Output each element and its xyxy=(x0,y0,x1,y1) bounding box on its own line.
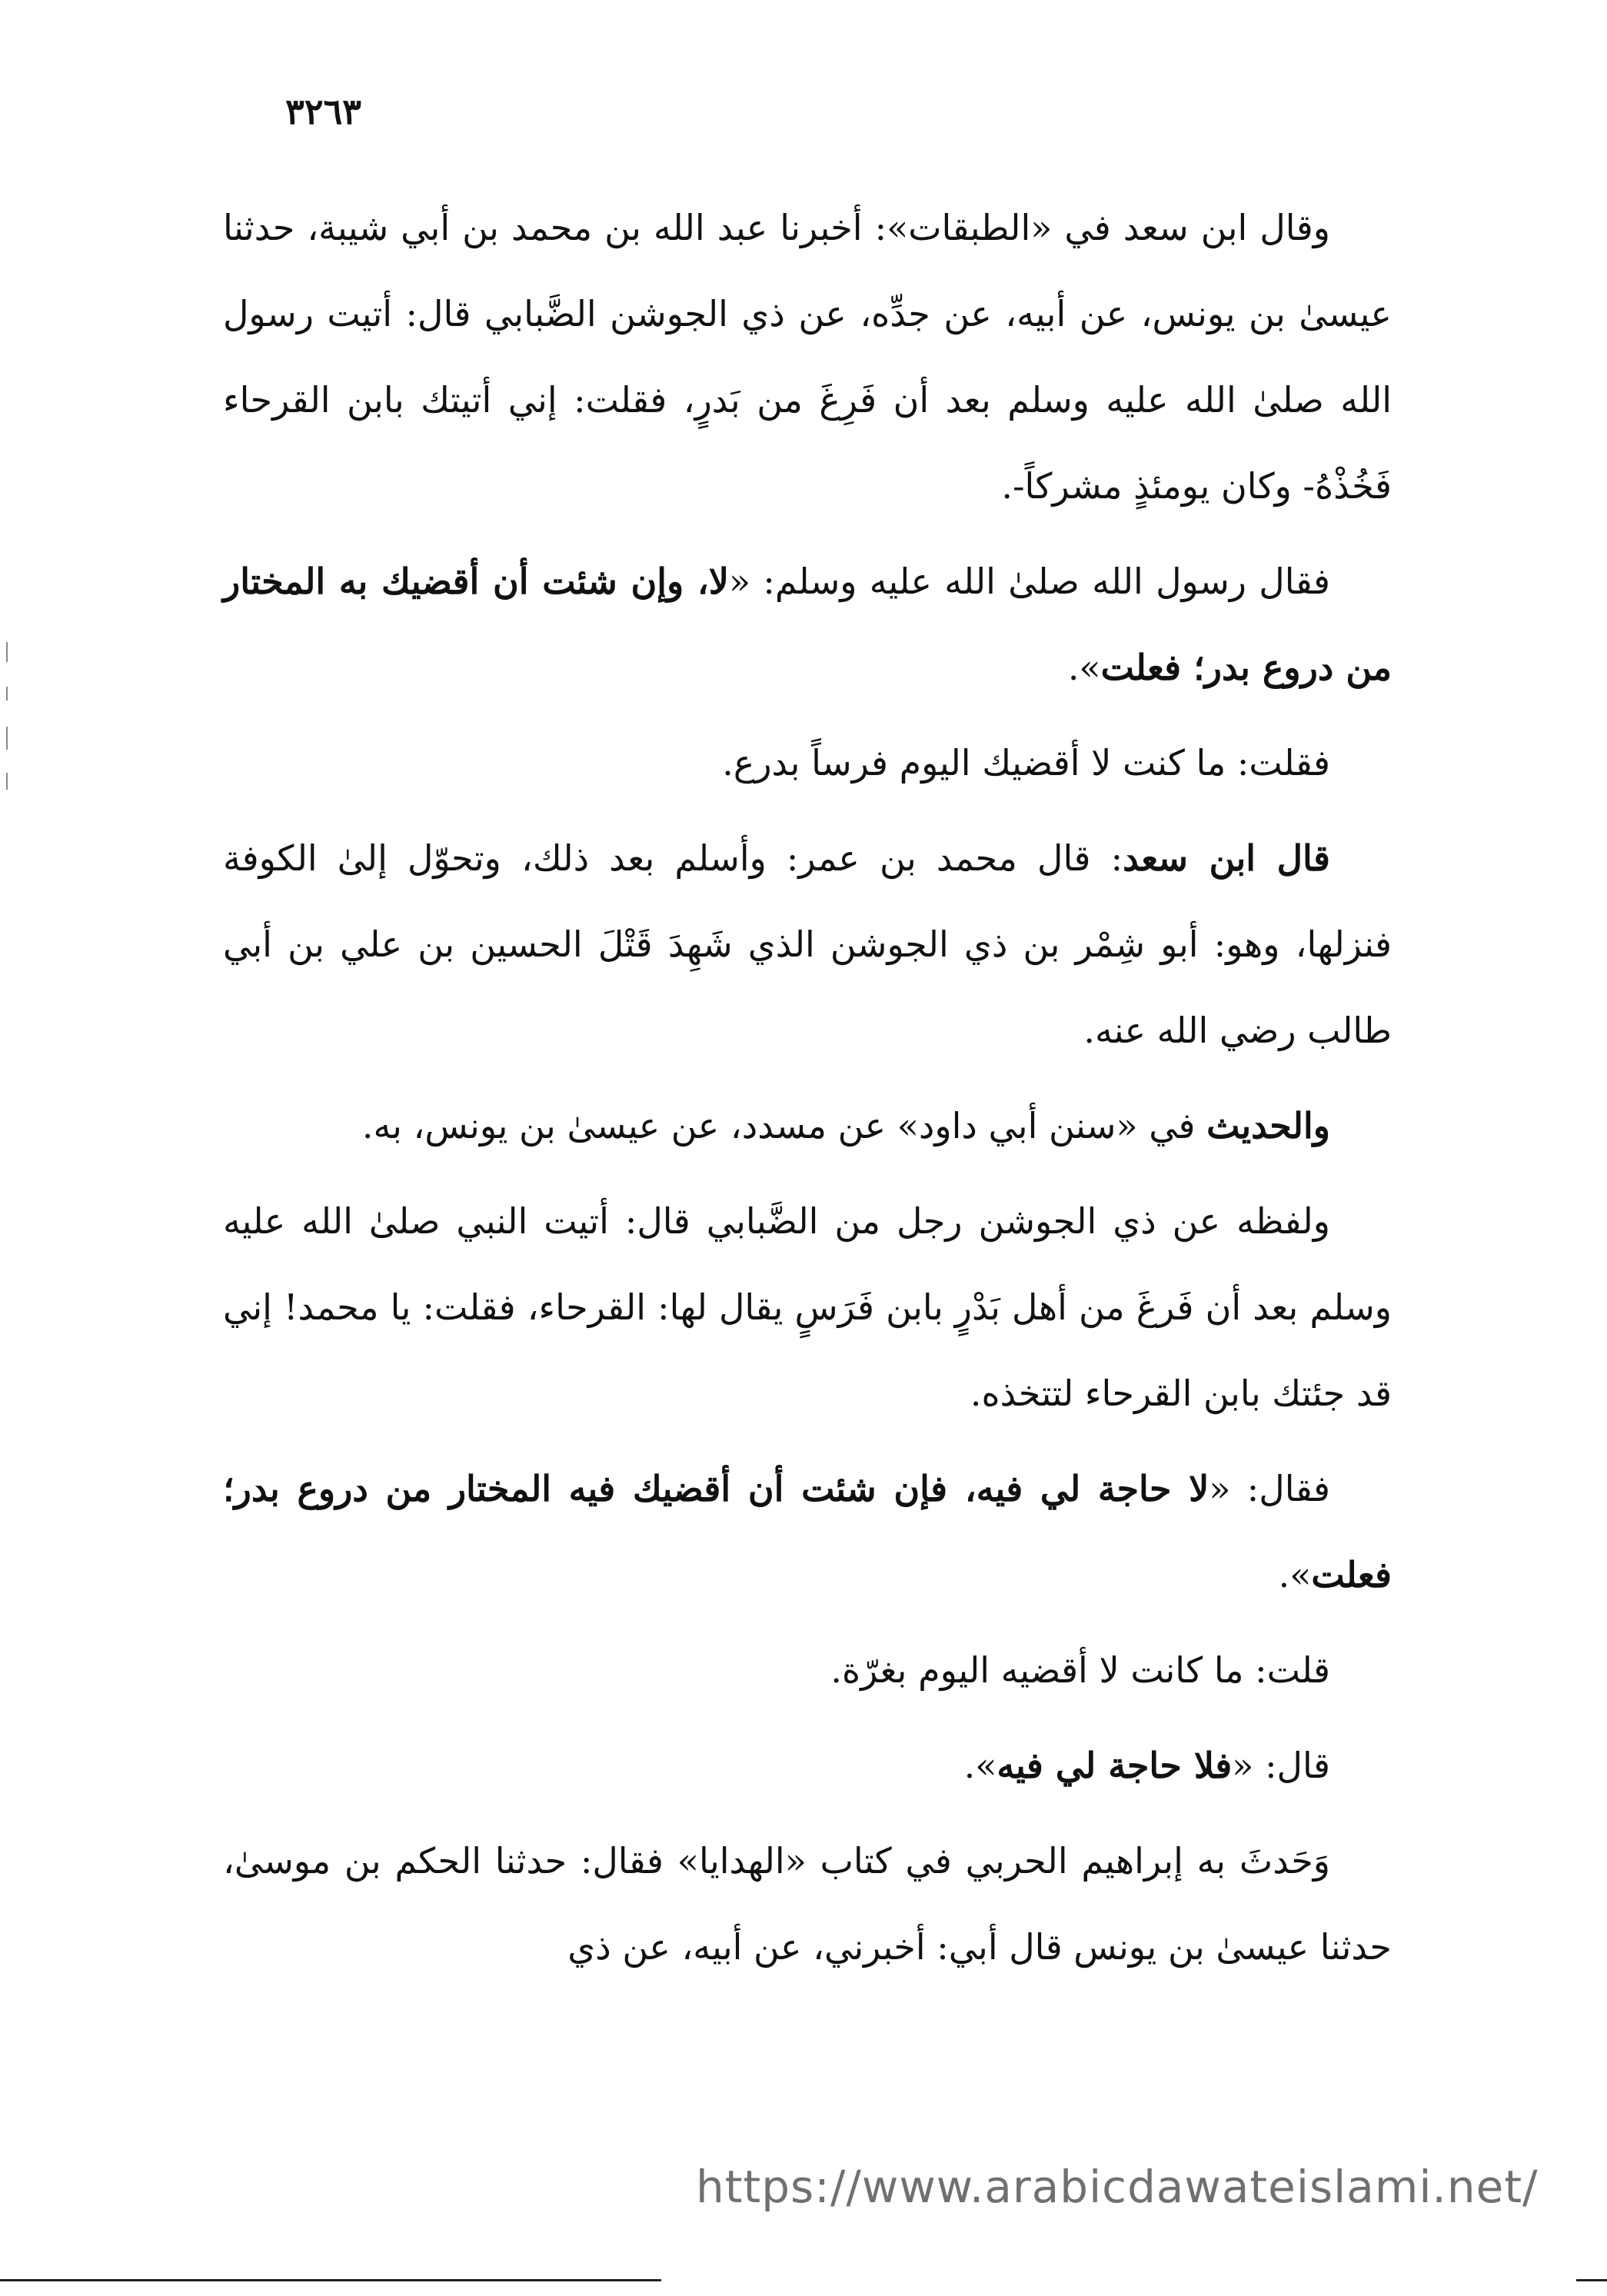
watermark-url: https://www.arabicdawateislami.net/ xyxy=(696,2161,1539,2213)
bold-text-segment: فلا حاجة لي فيه xyxy=(996,1745,1233,1786)
paragraph xyxy=(223,1446,1392,1618)
paragraph xyxy=(223,185,1392,529)
text-segment: فقال: « xyxy=(1209,1468,1330,1509)
paragraph xyxy=(223,1178,1392,1436)
paragraph xyxy=(223,1722,1392,1809)
paragraph xyxy=(223,1818,1392,1990)
text-segment: ». xyxy=(963,1745,997,1786)
scan-mark xyxy=(6,687,8,700)
paragraph xyxy=(223,720,1392,806)
text-segment: وقال ابن سعد في «الطبقات»: أخبرنا عبد الله بن محمد بن أبي شيبة، حدثنا عيسىٰ بن يونس، عن أبيه، عن جدِّه، عن ذي الجوشن الضَّبابي قال: أتيت رسول الله صلىٰ الله عليه وسلم بعد أن فَرِغَ من بَدرٍ، فقلت: إني أتيتك بابن القرحاء فَخُذْهُ- وكان يومئذٍ مشركاً-. xyxy=(223,207,1392,507)
text-segment: وَحَدثَ به إبراهيم الحربي في كتاب «الهدايا» فقال: حدثنا الحكم بن موسىٰ، حدثنا عيسىٰ بن يونس قال أبي: أخبرني، عن أبيه، عن ذي xyxy=(223,1840,1392,1968)
bold-text-segment: قال ابن سعد xyxy=(1123,837,1330,879)
bold-text-segment: والحديث xyxy=(1206,1105,1330,1146)
bold-text-segment: لا، وإن شئت أن أقضيك به المختار من دروع بدر؛ فعلت xyxy=(223,561,1392,688)
text-segment: قلت: ما كانت لا أقضيه اليوم بغرّة. xyxy=(830,1649,1330,1691)
scan-mark xyxy=(6,642,8,662)
paragraph xyxy=(223,1083,1392,1169)
text-segment: فقال رسول الله صلىٰ الله عليه وسلم: « xyxy=(728,561,1330,602)
text-segment: ولفظه عن ذي الجوشن رجل من الضَّبابي قال: أتيت النبي صلىٰ الله عليه وسلم بعد أن فَرغَ من أهل بَدْرٍ بابن فَرَسٍ يقال لها: القرحاء، فقلت: يا محمد! إني قد جئتك بابن القرحاء لتتخذه. xyxy=(223,1200,1392,1414)
text-segment: : قال محمد بن عمر: وأسلم بعد ذلك، وتحوّل إلىٰ الكوفة فنزلها، وهو: أبو شِمْر بن ذي الجوشن الذي شَهِدَ قَتْلَ الحسين بن علي بن أبي طالب رضي الله عنه. xyxy=(223,837,1392,1051)
scan-mark xyxy=(6,773,8,790)
paragraph xyxy=(223,1627,1392,1713)
text-segment: ». xyxy=(1278,1554,1312,1596)
margin-scan-marks xyxy=(6,642,9,804)
text-segment: في «سنن أبي داود» عن مسدد، عن عيسىٰ بن يونس، به. xyxy=(361,1105,1207,1146)
text-segment: قال: « xyxy=(1232,1745,1330,1786)
main-text xyxy=(223,185,1392,1999)
scan-mark xyxy=(6,727,8,750)
page-number: ٣٢٦٣ xyxy=(285,91,361,132)
text-segment: ». xyxy=(1067,647,1101,688)
text-segment: فقلت: ما كنت لا أقضيك اليوم فرساً بدرع. xyxy=(722,742,1330,784)
bottom-scan-rule xyxy=(0,2279,661,2281)
paragraph xyxy=(223,538,1392,710)
bottom-scan-rule-right xyxy=(1576,2279,1607,2281)
bold-text-segment: لا حاجة لي فيه، فإن شئت أن أقضيك فيه المختار من دروع بدر؛ فعلت xyxy=(223,1468,1392,1596)
paragraph xyxy=(223,815,1392,1073)
